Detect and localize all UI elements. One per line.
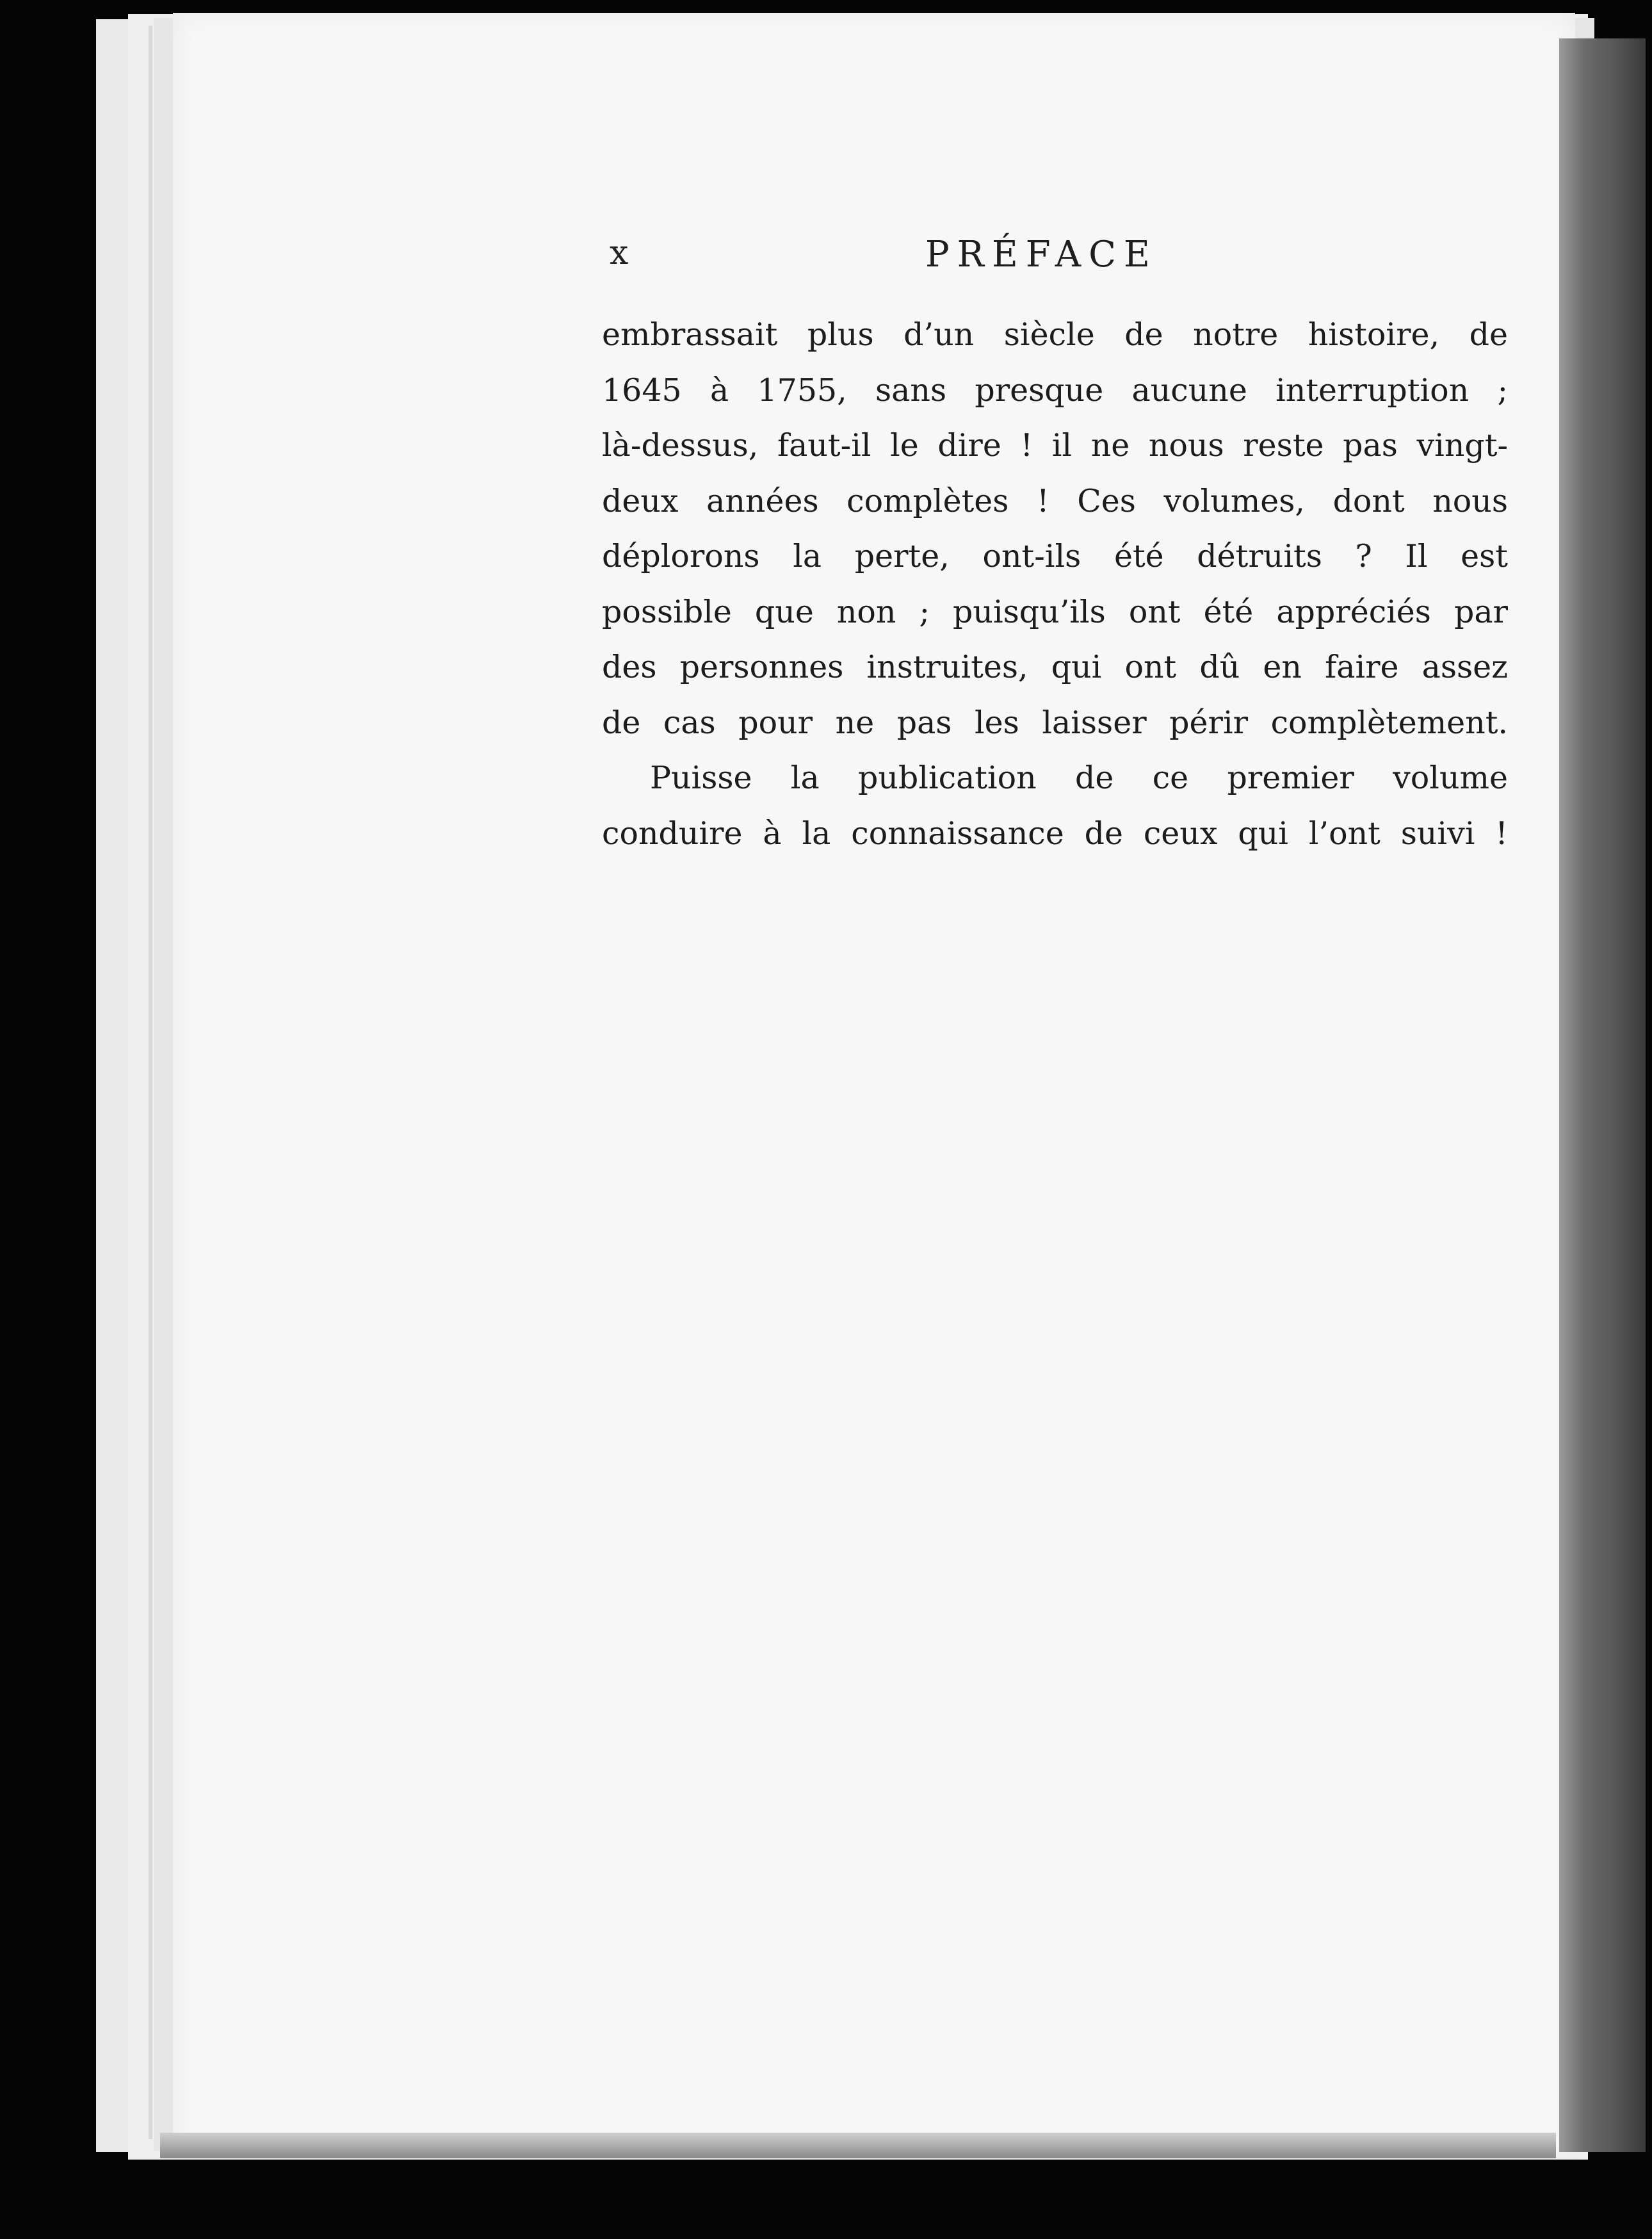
bottom-edge-shadow <box>160 2133 1556 2158</box>
text-line: de cas pour ne pas les laisser périr complètement. <box>602 704 1508 741</box>
text-line: des personnes instruites, qui ont dû en faire assez <box>602 649 1508 685</box>
text-line: Puisse la publication de ce premier volume <box>650 760 1508 796</box>
body-text <box>602 307 1508 861</box>
text-line: possible que non ; puisqu’ils ont été appréciés par <box>602 593 1508 630</box>
running-header <box>602 234 1508 285</box>
text-line: conduire à la connaissance de ceux qui l’ont suivi ! <box>602 815 1508 852</box>
page-number: x <box>610 234 630 272</box>
text-line: embrassait plus d’un siècle de notre histoire, de <box>602 316 1508 353</box>
text-line: là-dessus, faut-il le dire ! il ne nous reste pas vingt- <box>602 427 1508 464</box>
running-title: PRÉFACE <box>925 234 1158 275</box>
binding-shadow <box>1559 38 1646 2152</box>
text-line: 1645 à 1755, sans presque aucune interruption ; <box>602 371 1508 409</box>
text-line: deux années complètes ! Ces volumes, dont nous <box>602 482 1508 519</box>
page-edge-line <box>149 26 152 2139</box>
text-line: déplorons la perte, ont-ils été détruits ? Il est <box>602 538 1508 574</box>
